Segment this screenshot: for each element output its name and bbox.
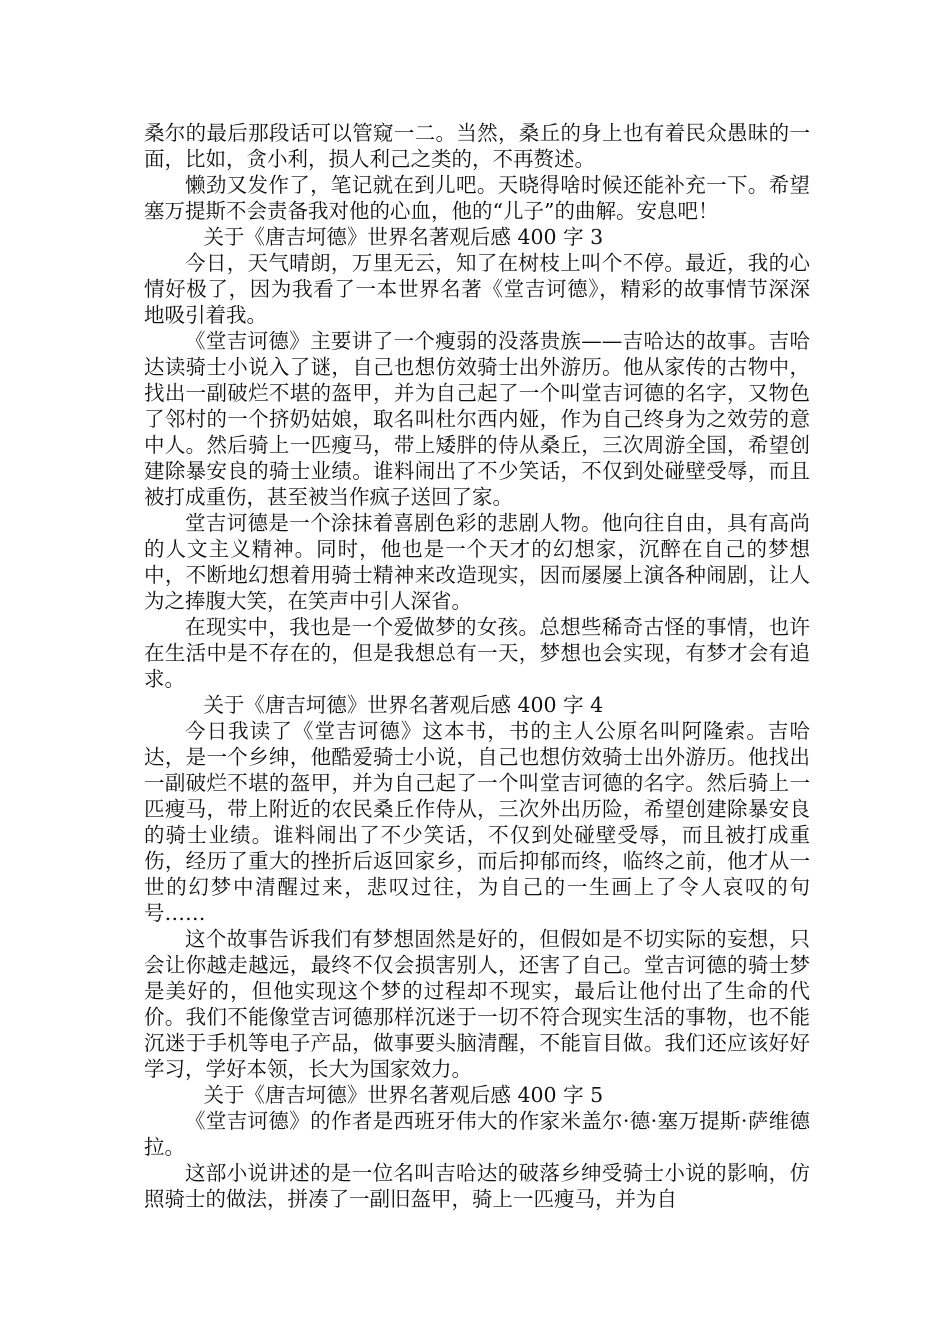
paragraph: 懒劲又发作了，笔记就在到儿吧。天晓得啥时候还能补充一下。希望塞万提斯不会责备我对他的心血，他的“儿子”的曲解。安息吧！	[144, 173, 810, 223]
paragraph: 《堂吉诃德》的作者是西班牙伟大的作家米盖尔·德·塞万提斯·萨维德拉。	[144, 1109, 810, 1159]
section-heading: 关于《唐吉坷德》世界名著观后感 400 字 4	[203, 693, 604, 717]
paragraph: 这部小说讲述的是一位名叫吉哈达的破落乡绅受骑士小说的影响，仿照骑士的做法，拼凑了一副旧盔甲，骑上一匹瘦马，并为自	[144, 1161, 810, 1211]
document-body	[144, 120, 810, 1212]
paragraph: 《堂吉诃德》主要讲了一个瘦弱的没落贵族——吉哈达的故事。吉哈达读骑士小说入了谜，自己也想仿效骑士出外游历。他从家传的古物中，找出一副破烂不堪的盔甲，并为自己起了一个叫堂吉诃德的名字，又物色了邻村的一个挤奶姑娘，取名叫杜尔西内娅，作为自己终身为之效劳的意中人。然后骑上一匹瘦马，带上矮胖的侍从桑丘，三次周游全国，希望创建除暴安良的骑士业绩。谁料闹出了不少笑话，不仅到处碰壁受辱，而且被打成重伤，甚至被当作疯子送回了家。	[144, 329, 810, 509]
paragraph: 今日我读了《堂吉诃德》这本书，书的主人公原名叫阿隆索。吉哈达，是一个乡绅，他酷爱骑士小说，自己也想仿效骑士出外游历。他找出一副破烂不堪的盔甲，并为自己起了一个叫堂吉诃德的名字。然后骑上一匹瘦马，带上附近的农民桑丘作侍从，三次外出历险，希望创建除暴安良的骑士业绩。谁料闹出了不少笑话，不仅到处碰壁受辱，而且被打成重伤，经历了重大的挫折后返回家乡，而后抑郁而终，临终之前，他才从一世的幻梦中清醒过来，悲叹过往，为自己的一生画上了令人哀叹的句号……	[144, 719, 810, 925]
paragraph: 在现实中，我也是一个爱做梦的女孩。总想些稀奇古怪的事情，也许在生活中是不存在的，但是我想总有一天，梦想也会实现，有梦才会有追求。	[144, 615, 810, 691]
paragraph: 桑尔的最后那段话可以管窥一二。当然，桑丘的身上也有着民众愚昧的一面，比如，贪小利，损人利己之类的，不再赘述。	[144, 121, 810, 171]
paragraph: 这个故事告诉我们有梦想固然是好的，但假如是不切实际的妄想，只会让你越走越远，最终不仅会损害别人，还害了自己。堂吉诃德的骑士梦是美好的，但他实现这个梦的过程却不现实，最后让他付出了生命的代价。我们不能像堂吉诃德那样沉迷于一切不符合现实生活的事物，也不能沉迷于手机等电子产品，做事要头脑清醒，不能盲目做。我们还应该好好学习，学好本领，长大为国家效力。	[144, 927, 810, 1081]
section-heading: 关于《唐吉坷德》世界名著观后感 400 字 5	[203, 1083, 604, 1107]
section-heading: 关于《唐吉坷德》世界名著观后感 400 字 3	[203, 225, 604, 249]
paragraph: 今日，天气晴朗，万里无云，知了在树枝上叫个不停。最近，我的心情好极了，因为我看了一本世界名著《堂吉诃德》，精彩的故事情节深深地吸引着我。	[144, 251, 810, 327]
paragraph: 堂吉诃德是一个涂抹着喜剧色彩的悲剧人物。他向往自由，具有高尚的人文主义精神。同时，他也是一个天才的幻想家，沉醉在自己的梦想中，不断地幻想着用骑士精神来改造现实，因而屡屡上演各种闹剧，让人为之捧腹大笑，在笑声中引人深省。	[144, 511, 810, 613]
